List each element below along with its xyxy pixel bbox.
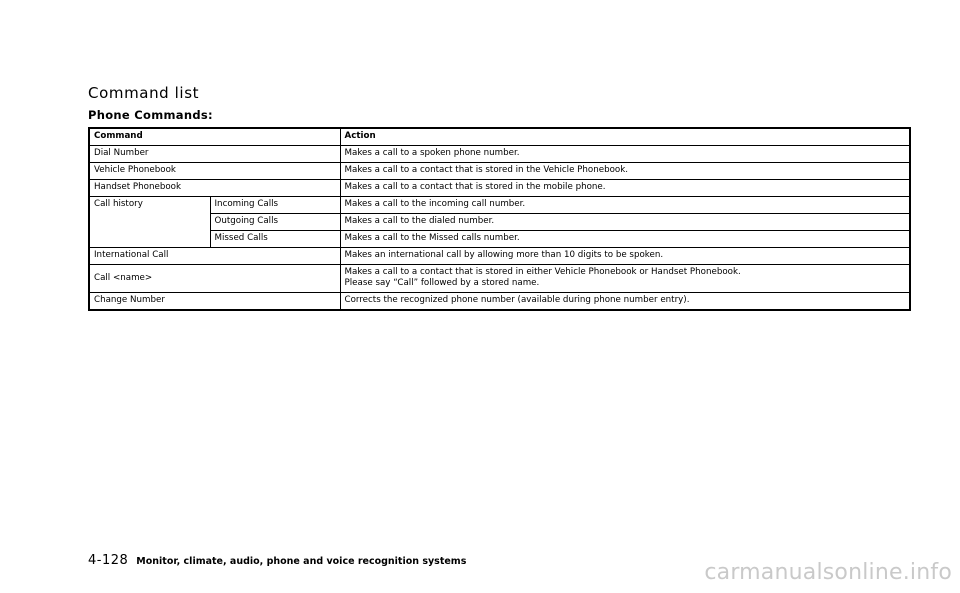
phone-commands-table (88, 127, 911, 311)
subcommand-cell: Missed Calls (210, 231, 340, 248)
header-action: Action (340, 128, 910, 146)
command-cell: Handset Phonebook (89, 180, 340, 197)
action-cell: Makes a call to the incoming call number. (340, 197, 910, 214)
action-cell: Corrects the recognized phone number (available during phone number entry). (340, 293, 910, 311)
action-cell: Makes a call to the Missed calls number. (340, 231, 910, 248)
subcommand-cell: Outgoing Calls (210, 214, 340, 231)
table-row (89, 293, 910, 311)
action-cell: Makes a call to a contact that is stored in the mobile phone. (340, 180, 910, 197)
section-name: Monitor, climate, audio, phone and voice recognition systems (136, 556, 467, 567)
action-cell: Makes a call to a spoken phone number. (340, 146, 910, 163)
table-row (89, 214, 910, 231)
table-row (89, 231, 910, 248)
table-row (89, 197, 910, 214)
action-cell: Makes a call to the dialed number. (340, 214, 910, 231)
section-subtitle: Phone Commands: (88, 108, 213, 122)
watermark: carmanualsonline.info (704, 560, 952, 585)
action-line: Makes a call to a contact that is stored in either Vehicle Phonebook or Handset Phonebook. (344, 267, 741, 277)
command-cell-continued (89, 214, 210, 231)
action-cell: Makes an international call by allowing more than 10 digits to be spoken. (340, 248, 910, 265)
table-row (89, 180, 910, 197)
page-number: 4-128 (88, 553, 129, 568)
action-cell: Makes a call to a contact that is stored in the Vehicle Phonebook. (340, 163, 910, 180)
page-footer (88, 553, 466, 568)
subcommand-cell: Incoming Calls (210, 197, 340, 214)
table-row (89, 248, 910, 265)
command-cell: Call history (89, 197, 210, 214)
command-cell: International Call (89, 248, 340, 265)
command-cell: Dial Number (89, 146, 340, 163)
table-row (89, 146, 910, 163)
action-line: Please say “Call” followed by a stored name. (344, 278, 540, 288)
command-cell: Vehicle Phonebook (89, 163, 340, 180)
command-cell: Change Number (89, 293, 340, 311)
table-row (89, 163, 910, 180)
command-cell-continued (89, 231, 210, 248)
command-cell: Call <name> (89, 265, 340, 293)
page-title: Command list (88, 84, 200, 102)
action-cell (340, 265, 910, 293)
header-command: Command (89, 128, 340, 146)
table-row (89, 265, 910, 293)
table-header-row (89, 128, 910, 146)
